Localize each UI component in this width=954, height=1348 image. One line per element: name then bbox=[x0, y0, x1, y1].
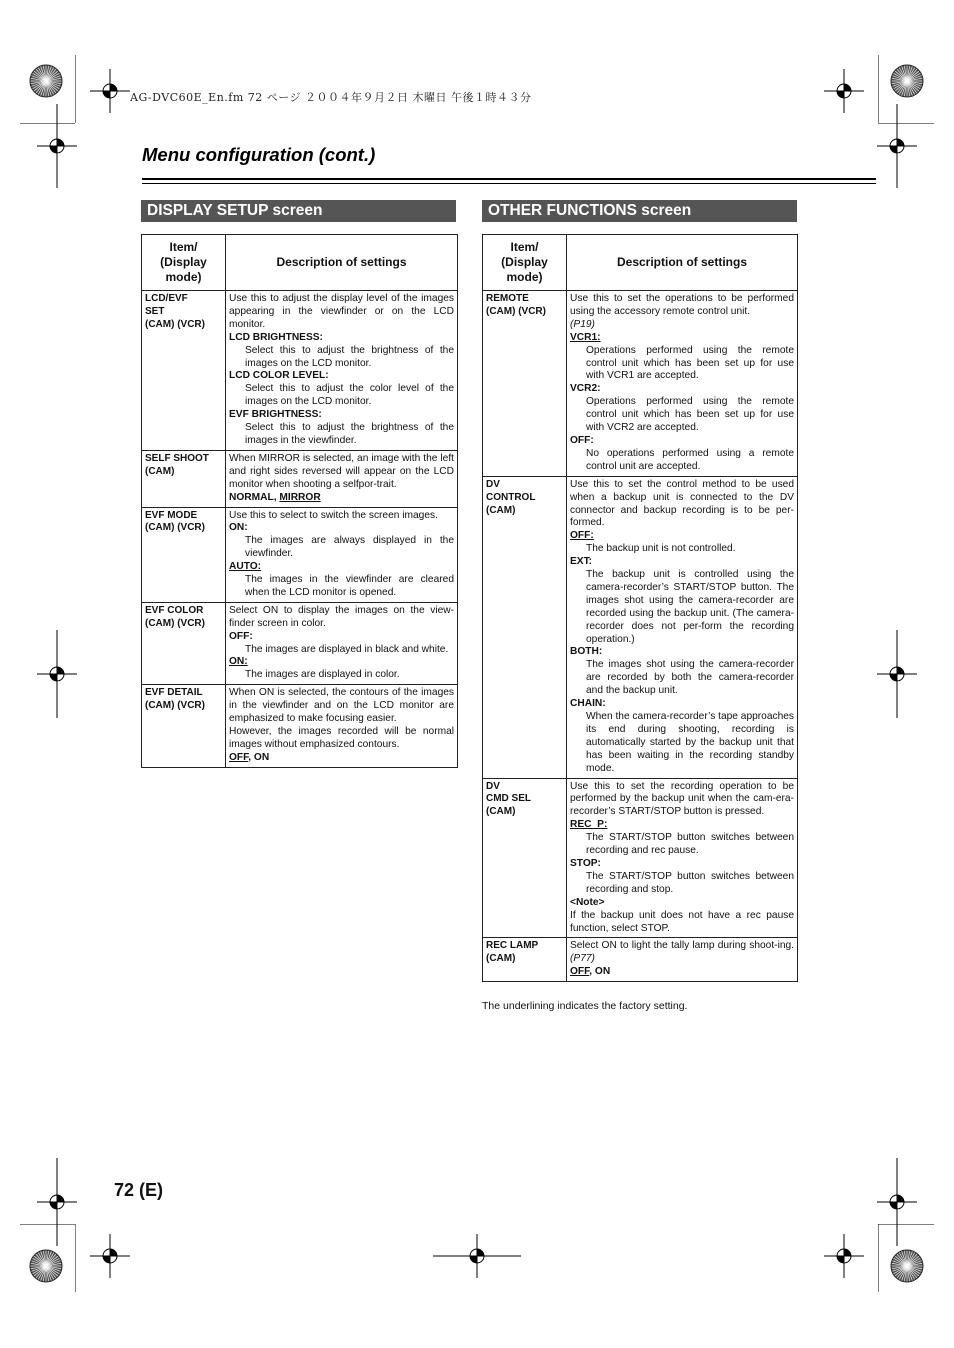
table-row bbox=[142, 450, 458, 507]
option-text: The images in the viewfinder are cleared when the LCD monitor is opened. bbox=[245, 574, 454, 598]
value-off-factory: OFF bbox=[229, 751, 249, 763]
crosshair-mark-icon bbox=[824, 69, 864, 113]
col-item-header: Item/ (Display mode) bbox=[142, 235, 226, 291]
option-text: No operations performed using a remote control unit are accepted. bbox=[586, 447, 794, 472]
item-lcd-evf-set: LCD/EVF SET (CAM) (VCR) bbox=[142, 291, 226, 451]
option-label: EXT: bbox=[570, 556, 593, 568]
crop-line bbox=[878, 123, 935, 124]
option-label: OFF: bbox=[229, 630, 253, 642]
crop-line bbox=[878, 1224, 879, 1293]
option-text: The backup unit is controlled using the camera-recorder’s START/STOP button. The images shot using the camera-recorder are recorded using the backup unit. (The camera-recorder does not per-form the recording operation.) bbox=[586, 569, 794, 645]
item-evf-detail: EVF DETAIL (CAM) (VCR) bbox=[142, 685, 226, 767]
starburst-mark-icon bbox=[28, 1248, 64, 1284]
option-label: OFF: bbox=[570, 434, 594, 446]
option-text: Select this to adjust the brightness of the images in the viewfinder. bbox=[245, 422, 454, 446]
desc-intro: Use this to select to switch the screen images. bbox=[229, 509, 438, 521]
value-normal: NORMAL, bbox=[229, 491, 280, 503]
desc-cell bbox=[567, 476, 798, 778]
crop-line bbox=[878, 1224, 935, 1225]
option-label: VCR2: bbox=[570, 383, 601, 395]
crosshair-mark-icon bbox=[877, 1158, 917, 1246]
desc-cell bbox=[226, 450, 458, 507]
page-ref: (P77) bbox=[570, 953, 595, 965]
option-text: The images are displayed in black and white. bbox=[245, 643, 449, 655]
option-text: Select this to adjust the brightness of the images on the LCD monitor. bbox=[245, 344, 454, 369]
option-label: STOP: bbox=[570, 857, 601, 869]
item-evf-color: EVF COLOR (CAM) (VCR) bbox=[142, 602, 226, 684]
option-text: The images shot using the camera-recorder are recorded by both the camera-recorder and the backup unit. bbox=[586, 659, 794, 697]
item-rec-lamp: REC LAMP (CAM) bbox=[483, 938, 567, 982]
crop-line bbox=[75, 1224, 76, 1293]
option-values bbox=[229, 752, 454, 765]
option-label: EVF BRIGHTNESS: bbox=[229, 409, 322, 421]
desc-cell bbox=[226, 507, 458, 602]
crop-line bbox=[878, 55, 879, 124]
option-label-on: ON: bbox=[229, 656, 248, 668]
crosshair-mark-icon bbox=[90, 69, 130, 113]
crosshair-mark-icon bbox=[90, 1234, 130, 1278]
option-text: The backup unit is not controlled. bbox=[586, 543, 736, 555]
value-on: , ON bbox=[589, 966, 611, 978]
option-label: LCD BRIGHTNESS: bbox=[229, 331, 323, 343]
option-label: LCD COLOR LEVEL: bbox=[229, 370, 329, 382]
col-desc-header: Description of settings bbox=[226, 235, 458, 291]
crosshair-mark-icon bbox=[37, 1158, 77, 1246]
table-row bbox=[142, 291, 458, 451]
option-text: Operations performed using the remote control unit which has been set up for use with VCR2 are accepted. bbox=[586, 396, 794, 434]
option-label-rec-p: REC_P: bbox=[570, 819, 608, 831]
other-functions-table bbox=[482, 234, 798, 982]
value-off-factory: OFF bbox=[570, 966, 590, 978]
starburst-mark-icon bbox=[28, 63, 64, 99]
item-evf-mode: EVF MODE (CAM) (VCR) bbox=[142, 507, 226, 602]
crosshair-mark-icon bbox=[37, 104, 77, 188]
option-text: When the camera-recorder’s tape approaches its end during shooting, recording is automatically started by the backup unit that has been waiting in the recording standby mode. bbox=[586, 711, 795, 774]
desc-intro: Use this to adjust the display level of the images appearing in the viewfinder or on the LCD monitor. bbox=[229, 293, 454, 330]
option-label-factory bbox=[570, 819, 794, 832]
desc-intro bbox=[570, 940, 794, 966]
page-ref: (P19) bbox=[570, 318, 595, 330]
item-self-shoot: SELF SHOOT (CAM) bbox=[142, 450, 226, 507]
option-text: Select this to adjust the color level of the images on the LCD monitor. bbox=[245, 383, 454, 408]
option-values bbox=[229, 492, 454, 505]
desc-intro: When ON is selected, the contours of the images in the viewfinder and on the LCD monitor are emphasized to make focusing easier. bbox=[229, 687, 454, 725]
page-number: 72 (E) bbox=[114, 1180, 164, 1200]
desc-cell bbox=[567, 778, 798, 938]
table-row bbox=[483, 778, 798, 938]
crosshair-mark-icon bbox=[877, 104, 917, 188]
desc-intro-text: Use this to set the operations to be performed using the accessory remote control unit. bbox=[570, 293, 794, 317]
table-row bbox=[142, 602, 458, 684]
footnote: The underlining indicates the factory setting. bbox=[482, 1000, 688, 1012]
option-label-factory bbox=[570, 332, 794, 345]
option-label: ON: bbox=[229, 522, 248, 534]
starburst-mark-icon bbox=[889, 1248, 925, 1284]
desc-cell bbox=[567, 291, 798, 477]
item-dv-control: DV CONTROL (CAM) bbox=[483, 476, 567, 778]
crosshair-mark-icon bbox=[37, 630, 77, 718]
desc-cell bbox=[226, 602, 458, 684]
table-row bbox=[142, 685, 458, 767]
table-row bbox=[483, 938, 798, 982]
option-label-vcr1: VCR1: bbox=[570, 331, 601, 343]
desc-cell bbox=[226, 291, 458, 451]
option-text: The images are always displayed in the viewfinder. bbox=[245, 535, 454, 560]
option-label: CHAIN: bbox=[570, 698, 606, 710]
crop-line bbox=[75, 55, 76, 124]
option-text: The START/STOP button switches between recording and stop. bbox=[586, 870, 794, 895]
desc-intro: Use this to set the control method to be used when a backup unit is connected to the DV connector and backup recording is to be per-formed. bbox=[570, 478, 794, 529]
option-values bbox=[570, 966, 794, 979]
option-text: The images are displayed in color. bbox=[245, 669, 400, 681]
desc-intro: Select ON to display the images on the view-finder screen in color. bbox=[229, 604, 454, 629]
other-functions-heading: OTHER FUNCTIONS screen bbox=[482, 200, 797, 222]
option-label-factory bbox=[570, 530, 794, 543]
table-row bbox=[142, 507, 458, 602]
table-header-row bbox=[483, 235, 798, 291]
page-title: Menu configuration (cont.) bbox=[142, 144, 376, 165]
option-label-factory bbox=[229, 561, 454, 574]
col-desc-header: Description of settings bbox=[567, 235, 798, 291]
desc-intro: When MIRROR is selected, an image with the left and right sides reversed will appear on the LCD monitor when shooting a selfpor-trait. bbox=[229, 452, 454, 490]
note-text: If the backup unit does not have a rec pause function, select STOP. bbox=[570, 909, 794, 934]
crosshair-mark-icon bbox=[824, 1234, 864, 1278]
option-text: Operations performed using the remote control unit which has been set up for use with VCR1 are accepted. bbox=[586, 344, 794, 382]
value-mirror-factory: MIRROR bbox=[279, 491, 321, 503]
note-label: <Note> bbox=[570, 896, 605, 908]
table-row bbox=[483, 476, 798, 778]
file-header: AG-DVC60E_En.fm 72 ページ ２００４年９月２日 木曜日 午後１時４３分 bbox=[130, 91, 532, 104]
value-on: , ON bbox=[248, 751, 270, 763]
desc-cell bbox=[567, 938, 798, 982]
starburst-mark-icon bbox=[889, 63, 925, 99]
table-row bbox=[483, 291, 798, 477]
col-item-header: Item/ (Display mode) bbox=[483, 235, 567, 291]
desc-intro-2: However, the images recorded will be normal images without emphasized contours. bbox=[229, 726, 454, 750]
title-rule-thick bbox=[142, 178, 876, 180]
option-label-auto: AUTO: bbox=[229, 561, 262, 573]
display-setup-heading: DISPLAY SETUP screen bbox=[141, 200, 456, 222]
crosshair-mark-icon bbox=[877, 630, 917, 718]
option-label-off: OFF: bbox=[570, 530, 594, 542]
item-dv-cmd-sel: DV CMD SEL (CAM) bbox=[483, 778, 567, 938]
title-rule-thin bbox=[142, 183, 876, 184]
option-text: The START/STOP button switches between recording and rec pause. bbox=[586, 832, 794, 857]
crop-line bbox=[20, 1224, 76, 1225]
desc-cell bbox=[226, 685, 458, 767]
display-setup-table bbox=[141, 234, 458, 768]
option-label-factory bbox=[229, 656, 454, 669]
desc-intro: Use this to set the recording operation to be performed by the backup unit when the cam-era-recorder’s START/STOP button is pressed. bbox=[570, 780, 794, 818]
crosshair-mark-icon bbox=[433, 1234, 521, 1278]
option-label: BOTH: bbox=[570, 646, 603, 658]
desc-intro-text: Select ON to light the tally lamp during shoot-ing. bbox=[570, 940, 794, 952]
desc-intro bbox=[570, 293, 794, 332]
item-remote: REMOTE (CAM) (VCR) bbox=[483, 291, 567, 477]
crop-line bbox=[20, 123, 76, 124]
table-header-row bbox=[142, 235, 458, 291]
